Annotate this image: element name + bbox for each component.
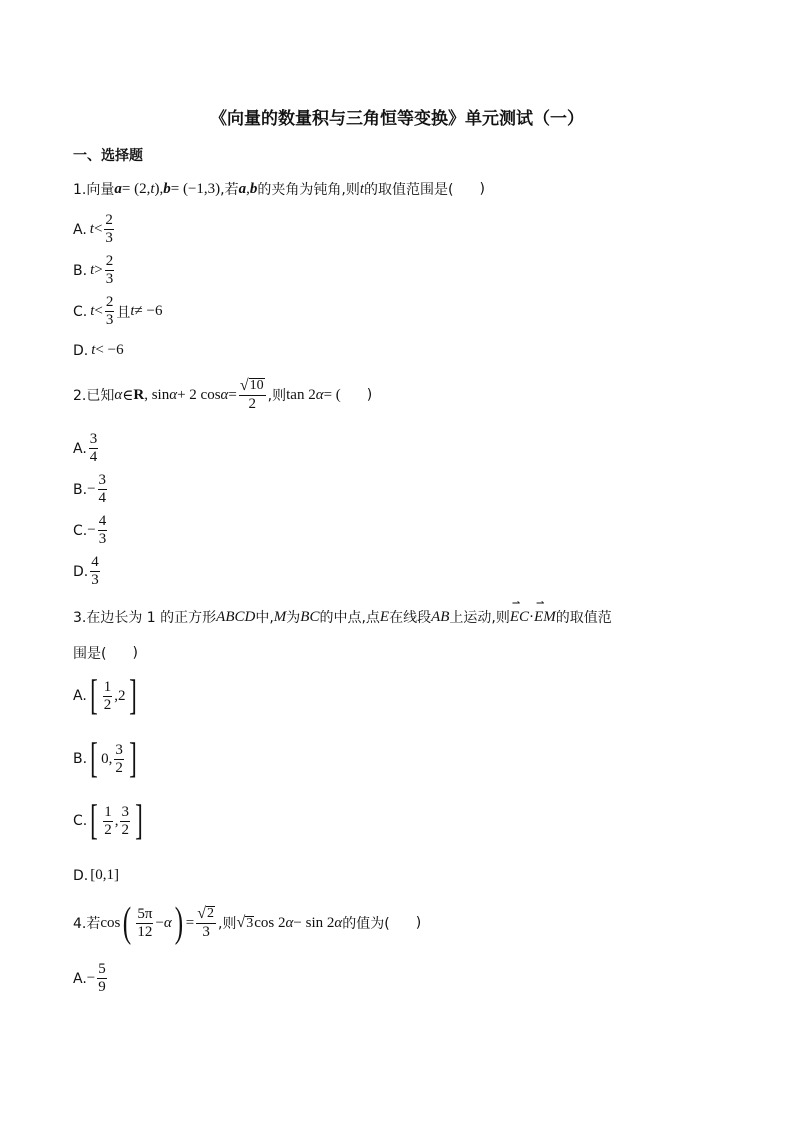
q2-alpha: α	[169, 386, 178, 403]
option-var: t	[90, 262, 95, 278]
option-fraction: $\frac{5}{9}$	[98, 961, 106, 995]
q1-eq-a: = (2,	[121, 180, 151, 197]
q4-close: )	[415, 915, 422, 931]
q1-vector-a2: a	[238, 180, 247, 197]
option-label: C.	[73, 303, 88, 320]
option-var: t	[90, 303, 95, 319]
option-fraction: $\frac{1}{2}$	[103, 678, 112, 713]
option-fraction: $\frac{2}{3}$	[105, 212, 113, 246]
question-2-stem	[73, 378, 372, 412]
option-rel: <	[93, 221, 103, 237]
q4-tail: ,则	[218, 916, 237, 932]
option-fraction: $\frac{4}{3}$	[98, 513, 107, 547]
option-fraction: $\frac{3}{4}$	[98, 472, 107, 506]
section-heading: 一、选择题	[73, 148, 143, 164]
q3-segment-bc: BC	[300, 608, 320, 625]
q1-vector-a: a	[114, 180, 122, 197]
q2-option-c	[73, 514, 109, 547]
q4-rhs-fraction: √ 2 3	[197, 905, 215, 940]
q2-alpha: α	[315, 386, 324, 403]
q3-option-c: C. [ $\frac{1}{2}$ , $\frac{3}{2}$ ]	[73, 798, 143, 844]
q3-close: )	[132, 645, 138, 661]
option-var: t	[91, 342, 96, 358]
q2-alpha: α	[114, 386, 123, 403]
q4-option-a	[73, 962, 109, 995]
q3-text: 在线段	[389, 610, 432, 626]
q3-text: 的取值范	[555, 610, 612, 626]
q1-mid: ,若	[220, 182, 239, 198]
q1-comma: ,	[246, 180, 250, 197]
q3-dot: ·	[529, 608, 535, 625]
option-var: t	[130, 303, 135, 319]
q4-alpha: α	[285, 914, 294, 931]
option-label: B.	[73, 262, 88, 279]
q3-text: 的中点,点	[319, 610, 380, 626]
q4-expr2: − sin 2	[293, 914, 335, 931]
q1-option-a	[73, 213, 116, 246]
q2-in: ∈	[122, 387, 134, 404]
option-rel: < −6	[95, 342, 124, 358]
q3-text: 为	[286, 610, 301, 626]
q4-cos: cos	[100, 914, 121, 931]
option-label: C.	[73, 813, 88, 829]
option-label: D.	[73, 867, 89, 884]
q1-t: t	[150, 180, 155, 197]
option-label: D.	[73, 563, 89, 580]
option-label: C.	[73, 522, 88, 539]
q1-tail: 的夹角为钝角,则	[257, 182, 360, 198]
q2-close: )	[366, 387, 373, 403]
option-fraction: $\frac{4}{3}$	[91, 554, 99, 588]
option-sign: −	[87, 481, 96, 497]
q3-text: 上运动,则	[449, 610, 510, 626]
option-fraction: $\frac{3}{4}$	[89, 431, 98, 465]
q2-option-b	[73, 473, 109, 506]
q3-lead: 3.在边长为 1 的正方形	[73, 610, 217, 626]
q1-close: )	[479, 181, 485, 197]
q4-eq: =	[185, 914, 195, 931]
q3-segment-ab: AB	[431, 608, 450, 625]
option-label: A.	[73, 221, 87, 238]
q1-tail2: 的取值范围是(	[364, 182, 454, 198]
option-fraction: $\frac{2}{3}$	[105, 294, 114, 328]
q4-minus: −	[155, 914, 164, 931]
q1-option-c	[73, 295, 163, 328]
q1-eq-b: = (−1,3)	[170, 180, 221, 197]
q4-alpha: α	[334, 914, 343, 931]
option-var: t	[89, 221, 94, 237]
option-fraction: $\frac{1}{2}$	[104, 803, 112, 838]
q1-vector-b2: b	[249, 180, 258, 197]
q2-tail: ,则	[267, 388, 287, 404]
option-sign: −	[86, 970, 96, 986]
q4-lead: 4.若	[73, 916, 101, 932]
q3-vector-ec: ⇀ EC	[510, 609, 529, 626]
option-value: 0	[101, 750, 109, 767]
q3-square: ABCD	[216, 608, 256, 625]
question-4-stem: 4.若 cos ( $\frac{5\pi}{12}$ − α ) = √ 2 3 ,则 √ 3 cos 2 α − sin 2 α 的值为( )	[73, 900, 422, 946]
q4-expr: cos 2	[254, 914, 286, 931]
option-label: B.	[73, 481, 88, 498]
q3-text: 围是(	[73, 646, 107, 662]
q1-vector-b: b	[163, 180, 171, 197]
q2-eq: =	[228, 386, 237, 403]
option-value: [0,1]	[90, 867, 119, 883]
q4-sqrt3: √ 3	[236, 914, 254, 932]
q1-lead: 1.向量	[73, 182, 115, 198]
q2-expr1: , sin	[144, 386, 170, 403]
option-and: 且	[116, 304, 131, 321]
option-fraction: $\frac{3}{2}$	[121, 803, 129, 838]
option-label: A.	[73, 688, 87, 704]
option-rel: ≠ −6	[134, 303, 163, 319]
option-label: A.	[73, 440, 87, 457]
q2-fraction: √ 10 2	[239, 377, 264, 412]
q2-option-d	[73, 555, 102, 588]
q3-text: 中,	[255, 610, 274, 626]
option-value: 2	[118, 687, 126, 704]
q2-real-set: R	[133, 386, 145, 403]
q2-alpha: α	[220, 386, 229, 403]
option-label: B.	[73, 751, 88, 767]
q2-tail2: = (	[323, 386, 341, 403]
q3-point-m: M	[273, 608, 287, 625]
option-fraction: $\frac{2}{3}$	[105, 253, 114, 287]
q1-eq-a-end: ),	[154, 180, 164, 197]
q4-fraction: $\frac{5\pi}{12}$	[137, 905, 153, 940]
q3-option-b: B. [ 0 , $\frac{3}{2}$ ]	[73, 736, 137, 782]
q4-alpha: α	[163, 914, 172, 931]
q4-tail2: 的值为(	[342, 916, 390, 932]
page-title: 《向量的数量积与三角恒等变换》单元测试（一）	[210, 109, 584, 129]
q3-option-d	[73, 867, 119, 884]
question-3-stem-line2	[73, 643, 138, 663]
q2-option-a	[73, 432, 100, 465]
q2-tan: tan 2	[286, 386, 316, 403]
q1-t2: t	[359, 180, 364, 197]
q2-lead: 2.已知	[73, 388, 115, 404]
option-rel: >	[94, 262, 103, 278]
option-rel: <	[94, 303, 103, 319]
q2-expr2: + 2 cos	[177, 386, 221, 403]
option-fraction: $\frac{3}{2}$	[115, 741, 123, 776]
option-label: A.	[73, 970, 87, 987]
question-3-stem	[73, 607, 612, 627]
q1-option-d	[73, 342, 124, 359]
option-sign: −	[87, 522, 96, 538]
option-label: D.	[73, 342, 89, 359]
q1-option-b	[73, 254, 116, 287]
q3-vector-em: ⇀ EM	[534, 609, 556, 626]
q3-option-a: A. [ $\frac{1}{2}$ , 2 ]	[73, 673, 137, 719]
q3-point-e: E	[379, 608, 390, 625]
question-1-stem	[73, 179, 485, 199]
